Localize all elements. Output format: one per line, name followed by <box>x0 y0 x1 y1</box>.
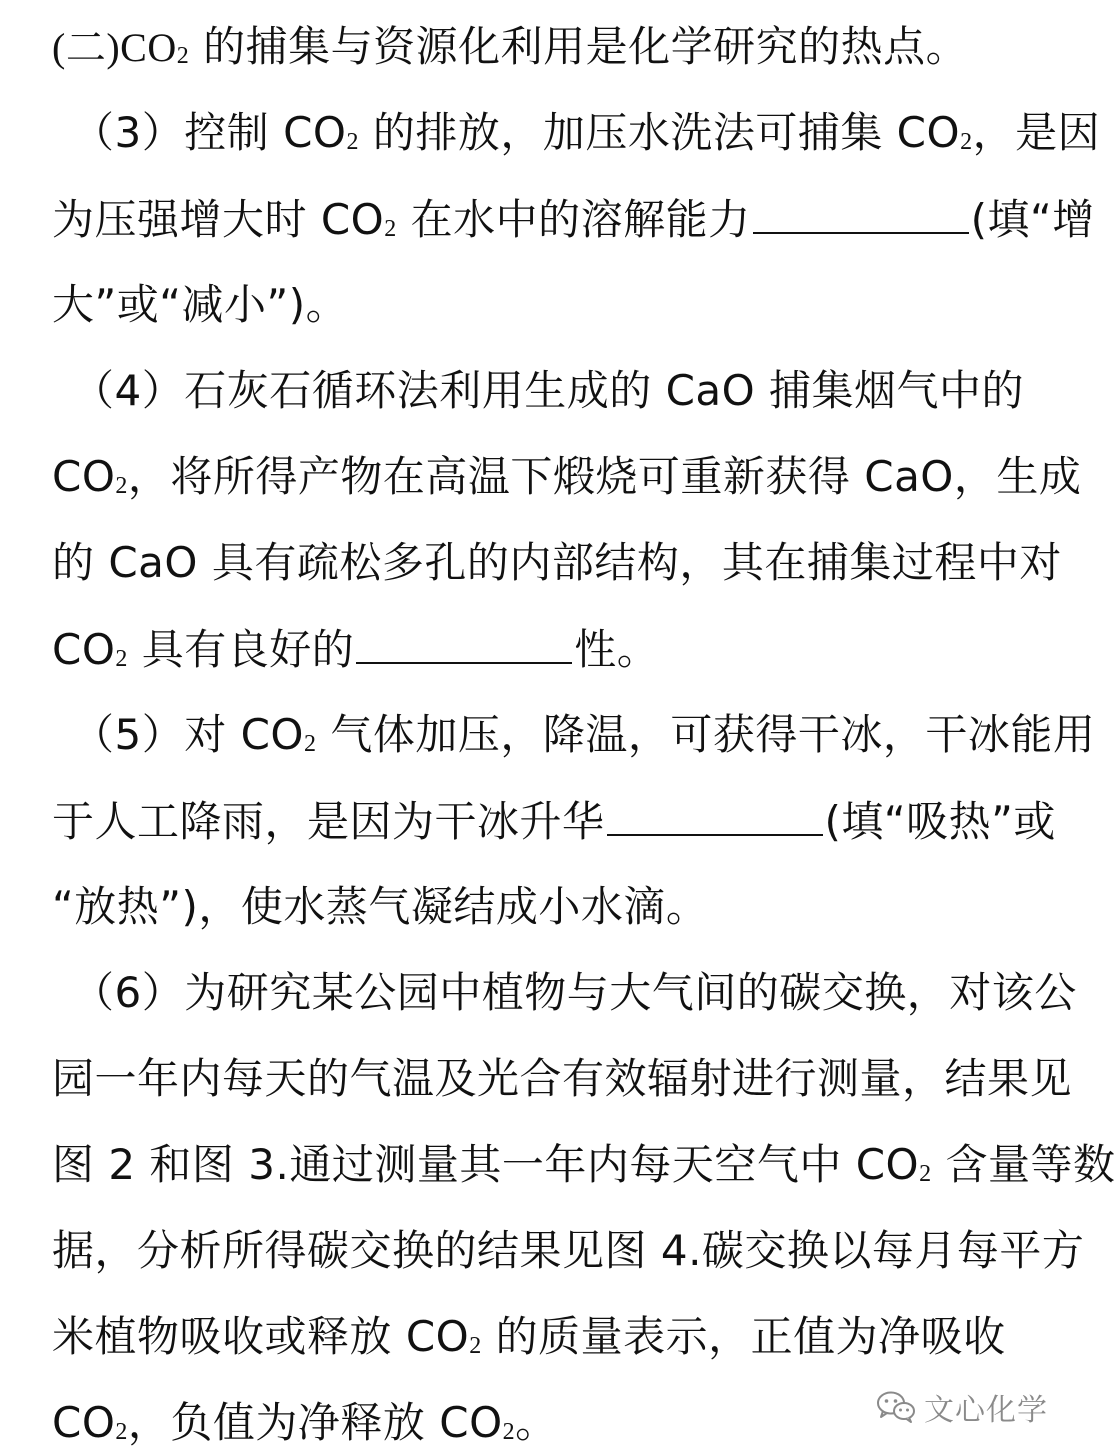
watermark-text: 文心化学 <box>924 1393 1048 1428</box>
wechat-icon <box>876 1390 916 1424</box>
answer-blank-3[interactable] <box>753 194 969 234</box>
question-6-line-1: （6）为研究某公园中植物与大气间的碳交换，对该公 <box>72 968 1077 1017</box>
question-6-line-5: 米植物吸收或释放 $CO_2$ 的质量表示，正值为净吸收 <box>52 1312 1006 1361</box>
watermark <box>876 1382 1048 1432</box>
question-4-line-2: $CO_2$，将所得产物在高温下煅烧可重新获得 CaO，生成 <box>52 452 1082 501</box>
answer-blank-5[interactable] <box>607 796 823 836</box>
question-6-line-3: 图 2 和图 3.通过测量其一年内每天空气中 $CO_2$ 含量等数 <box>52 1140 1115 1189</box>
question-6-line-4: 据，分析所得碳交换的结果见图 4.碳交换以每月每平方 <box>52 1226 1085 1275</box>
question-4-line-4: $CO_2$ 具有良好的 性。 <box>52 625 660 674</box>
question-6-line-6: $CO_2$，负值为净释放 $CO_2$。 <box>52 1398 558 1447</box>
question-3-line-1: （3）控制 $CO_2$ 的排放，加压水洗法可捕集 $CO_2$，是因 <box>72 108 1101 157</box>
question-5-line-1: （5）对 $CO_2$ 气体加压，降温，可获得干冰，干冰能用 <box>72 710 1096 759</box>
answer-blank-4[interactable] <box>356 624 572 664</box>
question-3-line-2: 为压强增大时 $CO_2$ 在水中的溶解能力 (填“增 <box>52 195 1095 244</box>
question-4-line-1: （4）石灰石循环法利用生成的 CaO 捕集烟气中的 <box>72 366 1025 415</box>
question-5-line-3: “放热”)，使水蒸气凝结成小水滴。 <box>52 882 709 931</box>
question-3-line-3: 大”或“减小”)。 <box>52 280 349 329</box>
question-5-line-2: 于人工降雨，是因为干冰升华 (填“吸热”或 <box>52 797 1056 846</box>
text-line-1: (二)$CO_2$ 的捕集与资源化利用是化学研究的热点。 <box>52 22 969 71</box>
question-4-line-3: 的 CaO 具有疏松多孔的内部结构，其在捕集过程中对 <box>52 538 1062 587</box>
question-6-line-2: 园一年内每天的气温及光合有效辐射进行测量，结果见 <box>52 1054 1073 1103</box>
